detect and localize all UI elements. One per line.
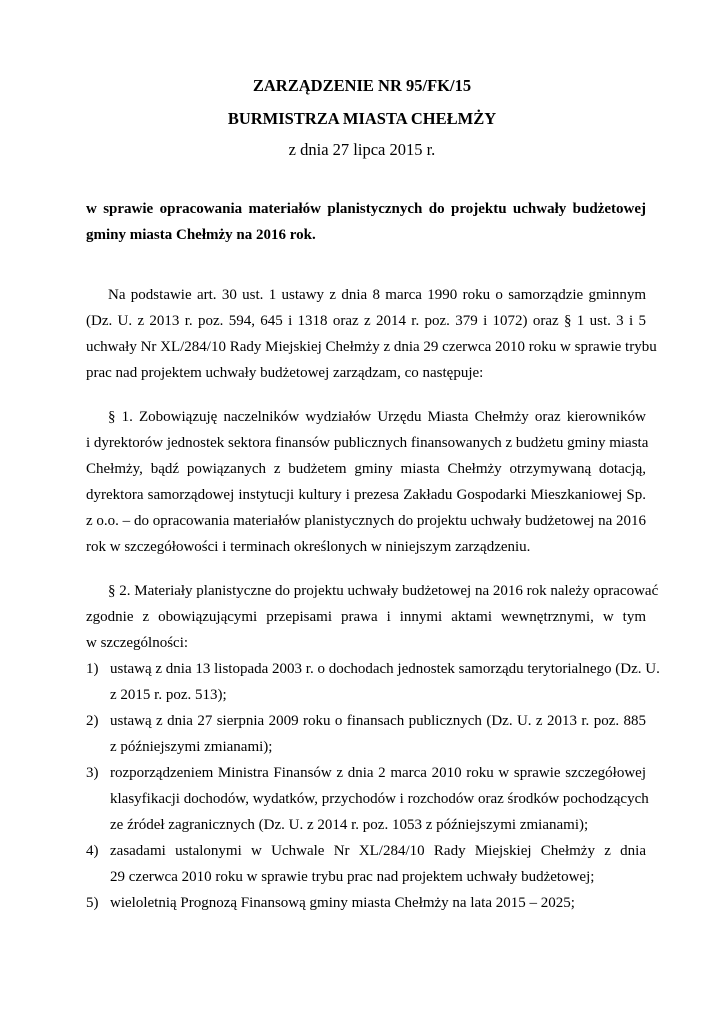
list-item-line: wieloletnią Prognozą Finansową gminy miasta Chełmży na lata 2015 – 2025; [110, 895, 575, 911]
section-2-line: § 2. Materiały planistyczne do projektu uchwały budżetowej na 2016 rok należy opracować [108, 583, 659, 599]
list-item [86, 838, 646, 890]
preamble-line: uchwały Nr XL/284/10 Rady Miejskiej Chełmży z dnia 29 czerwca 2010 roku w sprawie trybu [86, 339, 657, 355]
document-title: ZARZĄDZENIE NR 95/FK/15 [252, 76, 472, 95]
list-item-line: z 2015 r. poz. 513); [110, 687, 227, 703]
document-date: z dnia 27 lipca 2015 r. [288, 140, 436, 159]
section-1-line: z o.o. – do opracowania materiałów planistycznych do projektu uchwały budżetowej na 2016 [86, 513, 646, 529]
subject-line: w sprawie opracowania materiałów planistycznych do projektu uchwały budżetowej [86, 201, 646, 217]
section-1-line: dyrektora samorządowej instytucji kultury i prezesa Zakładu Gospodarki Mieszkaniowej Sp. [86, 487, 646, 503]
section-1-line: § 1. Zobowiązuję naczelników wydziałów Urzędu Miasta Chełmży oraz kierowników [108, 409, 646, 425]
list-item [86, 760, 649, 838]
preamble-line: Na podstawie art. 30 ust. 1 ustawy z dnia 8 marca 1990 roku o samorządzie gminnym [108, 287, 646, 303]
issuer-title: BURMISTRZA MIASTA CHEŁMŻY [227, 109, 497, 128]
list-item [86, 708, 646, 760]
section-2-paragraph [86, 578, 659, 656]
list-item [86, 890, 646, 916]
subject-line: gminy miasta Chełmży na 2016 rok. [86, 227, 316, 243]
list-item-line: zasadami ustalonymi w Uchwale Nr XL/284/10 Rady Miejskiej Chełmży z dnia [110, 843, 646, 859]
preamble-paragraph [86, 282, 657, 386]
section-2-line: zgodnie z obowiązującymi przepisami prawa i innymi aktami wewnętrznymi, w tym [86, 609, 646, 625]
list-item-number: 5) [86, 895, 99, 911]
list-item-number: 3) [86, 765, 99, 781]
list-item-line: 29 czerwca 2010 roku w sprawie trybu prac nad projektem uchwały budżetowej; [110, 869, 595, 885]
subject-paragraph [86, 196, 646, 248]
list-item-line: ze źródeł zagranicznych (Dz. U. z 2014 r. poz. 1053 z późniejszymi zmianami); [110, 817, 589, 833]
list-item-line: z późniejszymi zmianami); [110, 739, 273, 755]
section-2-line: w szczególności: [86, 635, 189, 651]
list-item-line: rozporządzeniem Ministra Finansów z dnia 2 marca 2010 roku w sprawie szczegółowej [110, 765, 646, 781]
preamble-line: (Dz. U. z 2013 r. poz. 594, 645 i 1318 oraz z 2014 r. poz. 379 i 1072) oraz § 1 ust. 3 i 5 [86, 313, 646, 329]
list-item [86, 656, 660, 708]
preamble-line: prac nad projektem uchwały budżetowej zarządzam, co następuje: [86, 365, 484, 381]
list-item-number: 4) [86, 843, 99, 859]
section-1-line: rok w szczegółowości i terminach określonych w niniejszym zarządzeniu. [86, 539, 531, 555]
regulations-list [86, 656, 660, 916]
list-item-line: ustawą z dnia 13 listopada 2003 r. o dochodach jednostek samorządu terytorialnego (Dz. U. [110, 661, 660, 677]
list-item-number: 1) [86, 661, 99, 677]
section-1-line: Chełmży, bądź powiązanych z budżetem gminy miasta Chełmży otrzymywaną dotacją, [86, 461, 646, 477]
section-1-paragraph [86, 404, 649, 560]
list-item-line: ustawą z dnia 27 sierpnia 2009 roku o finansach publicznych (Dz. U. z 2013 r. poz. 885 [110, 713, 646, 729]
list-item-number: 2) [86, 713, 99, 729]
list-item-line: klasyfikacji dochodów, wydatków, przychodów i rozchodów oraz środków pochodzących [110, 791, 649, 807]
section-1-line: i dyrektorów jednostek sektora finansów publicznych finansowanych z budżetu gminy miasta [86, 435, 649, 451]
